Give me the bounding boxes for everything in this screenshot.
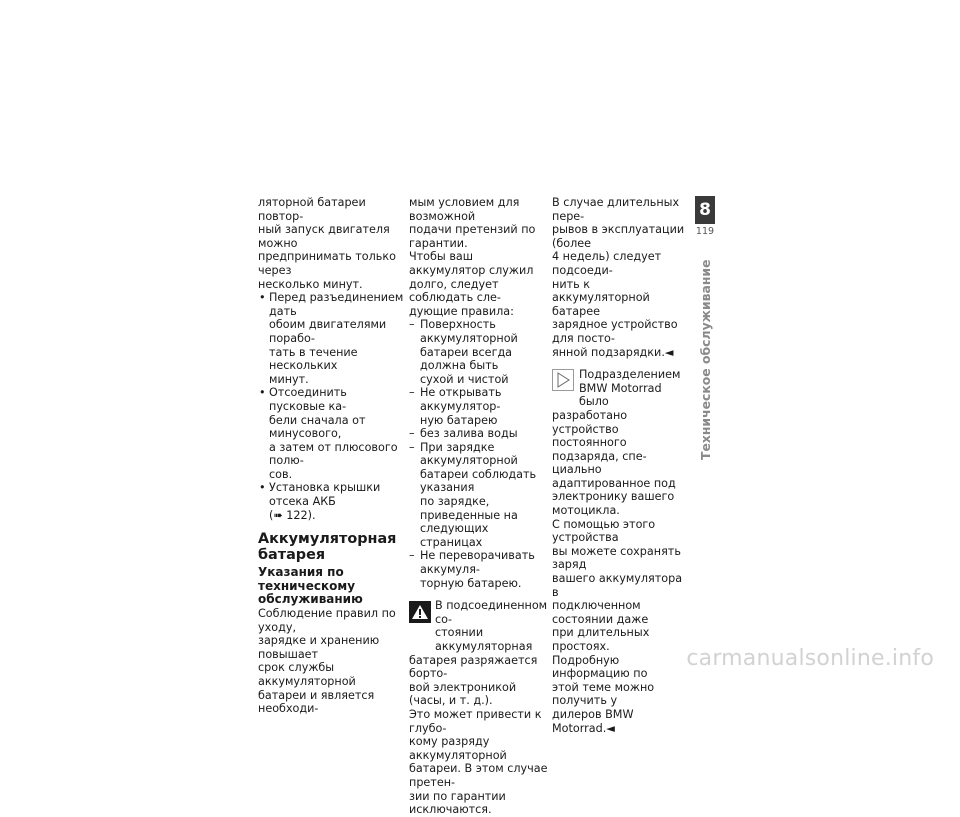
text-line: торную батарею. [420, 576, 522, 590]
text-line: Не открывать аккумулятор- [420, 386, 502, 413]
text-line: ный запуск двигателя можно [258, 223, 390, 250]
text-line: а затем от плюсового полю- [269, 440, 398, 468]
chapter-number-tab: 8 [695, 196, 715, 224]
text-line: стоянии аккумуляторная [435, 626, 533, 653]
text-line: по зарядке, приведенные на [420, 495, 518, 522]
text-line: дилеров BMW Motorrad.◄ [552, 707, 634, 735]
cross-reference[interactable]: (➠ 122). [269, 508, 316, 522]
bullet-dot-icon: • [259, 291, 266, 305]
text-line: зарядное устройство для посто- [552, 318, 678, 345]
text-line: Это может привести к глубо- [409, 707, 542, 735]
text-line: При зарядке аккумуляторной [420, 440, 518, 468]
text-line: В подсоединенном со- [435, 599, 548, 626]
dash-icon: – [409, 549, 415, 563]
bullet-item [258, 291, 406, 386]
text-line: дующие правила: [409, 304, 514, 318]
chapter-title-vertical [698, 245, 716, 460]
dash-item [409, 386, 549, 427]
text-line: срок службы аккумуляторной [258, 661, 356, 688]
text-line: циально адаптированное под [552, 463, 676, 490]
text-line: разработано устройство [552, 408, 628, 436]
text-line: Не переворачивать аккумуля- [420, 549, 535, 577]
text-line: ляторной батареи повтор- [258, 196, 366, 223]
text-line: следующих страницах [420, 522, 489, 549]
text-line: долго, следует соблюдать сле- [409, 277, 501, 305]
text-line: ную батарею [420, 413, 498, 427]
text-line: рывов в эксплуатации (более [552, 223, 685, 250]
text-line: батареи. В этом случае претен- [409, 762, 548, 789]
text-line: подключенном состоянии даже [552, 599, 649, 626]
dash-item [409, 318, 549, 386]
text-line: зарядке и хранению повышает [258, 634, 380, 661]
bullet-dot-icon: • [259, 386, 266, 400]
dash-item [409, 441, 549, 550]
text-line: постоянного подзаряда, спе- [552, 436, 647, 463]
bullet-item [258, 386, 406, 481]
text-line: нить к аккумуляторной батарее [552, 277, 650, 318]
text-line: минут. [269, 372, 309, 386]
text-line: несколько минут. [258, 277, 363, 291]
text-line: мым условием для возможной [409, 196, 520, 223]
heading-line: батарея [258, 547, 326, 564]
text-line: при длительных простоях. [552, 626, 650, 653]
text-line: подачи претензий по гарантии. [409, 223, 536, 250]
text-line: Отсоединить пусковые ка- [269, 386, 347, 413]
page-number: 119 [695, 226, 715, 237]
text-line: батареи всегда должна быть [420, 345, 513, 373]
text-line: тать в течение нескольких [269, 345, 358, 373]
chapter-title: Техническое обслуживание [698, 259, 713, 460]
dash-item [409, 427, 549, 441]
watermark: carmanualsonline.info [686, 646, 934, 671]
bullet-dot-icon: • [259, 481, 266, 495]
heading-line: Аккумуляторная [258, 531, 397, 548]
text-line: обоим двигателями порабо- [269, 318, 387, 345]
text-line: батареи и является необходи- [258, 688, 375, 716]
text-line: вашего аккумулятора в [552, 572, 683, 599]
text-line: предпринимать только через [258, 250, 396, 277]
text-line: зии по гарантии исключаются. [409, 789, 506, 817]
text-line: Установка крышки отсека АКБ [269, 481, 381, 509]
heading-line: обслуживанию [258, 592, 363, 607]
text-line: без залива воды [420, 427, 518, 441]
text-line: этой теме можно получить у [552, 680, 655, 708]
column-left [258, 196, 406, 716]
text-line: вы можете сохранять заряд [552, 544, 681, 572]
text-line: Поверхность аккумуляторной [420, 318, 518, 345]
dash-icon: – [409, 386, 415, 400]
text-line: батареи соблюдать указания [420, 467, 537, 495]
text-line: кому разряду аккумуляторной [409, 735, 507, 762]
text-line: Подробную информацию по [552, 653, 648, 681]
text-line: сов. [269, 467, 293, 481]
text-line: батарея разряжается борто- [409, 653, 538, 681]
dash-icon: – [409, 318, 415, 332]
text-line: электронику вашего мотоцикла. [552, 490, 675, 518]
warning-block [409, 599, 549, 653]
note-triangle-icon [552, 369, 574, 391]
text-line: вой электроникой (часы, и т. д.). [409, 680, 517, 708]
column-middle [409, 196, 549, 817]
text-line: Перед разъединением дать [269, 291, 404, 318]
section-heading [258, 531, 406, 563]
note-block [552, 368, 690, 409]
text-line: 4 недель) следует подсоеди- [552, 250, 662, 277]
text-line: Чтобы ваш аккумулятор служил [409, 250, 534, 277]
text-line: В случае длительных пере- [552, 196, 680, 223]
text-line: янной подзарядки.◄ [552, 345, 674, 359]
text-line: BMW Motorrad было [579, 381, 662, 409]
text-line: бели сначала от минусового, [269, 413, 366, 441]
subsection-heading [258, 566, 406, 607]
dash-item [409, 549, 549, 590]
text-line: Соблюдение правил по уходу, [258, 607, 396, 634]
text-line: сухой и чистой [420, 372, 509, 386]
text-line: Подразделением [579, 368, 681, 382]
dash-icon: – [409, 440, 415, 454]
warning-triangle-icon [409, 601, 431, 623]
heading-line: Указания по [258, 565, 344, 580]
text-line: С помощью этого устройства [552, 517, 656, 545]
dash-icon: – [409, 427, 415, 441]
column-right [552, 196, 690, 735]
heading-line: техническому [258, 578, 356, 593]
bullet-item [258, 481, 406, 522]
